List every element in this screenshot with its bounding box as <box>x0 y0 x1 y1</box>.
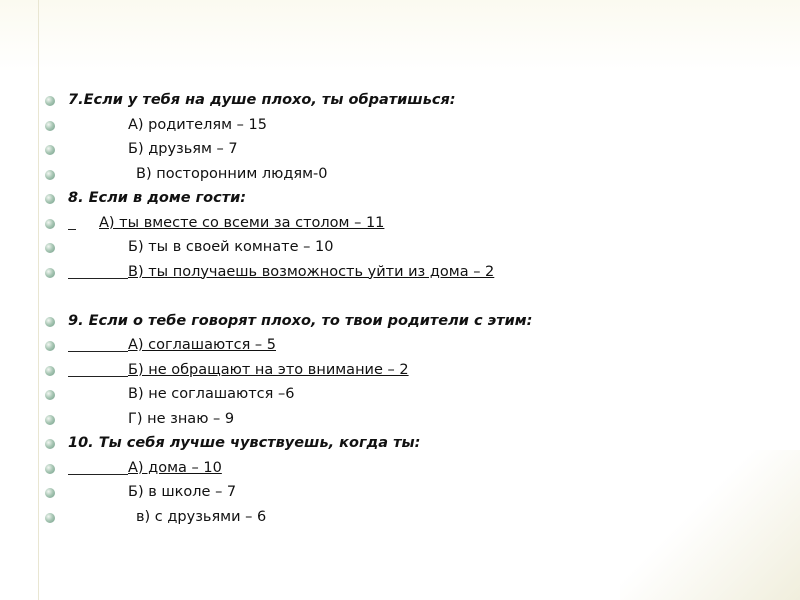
answer-option: в) с друзьями – 6 <box>136 508 267 525</box>
list-item <box>45 333 745 358</box>
list-item <box>45 186 745 211</box>
bullet-icon <box>45 145 55 155</box>
list-item <box>45 382 745 407</box>
question-heading: 8. Если в доме гости: <box>68 190 247 206</box>
bullet-icon <box>45 488 55 498</box>
list-item <box>45 309 745 334</box>
bullet-icon <box>45 170 55 180</box>
question-heading: 10. Ты себя лучше чувствуешь, когда ты: <box>68 435 421 451</box>
answer-option-text: А) соглашаются – 5 <box>128 337 276 353</box>
list-item <box>45 211 745 236</box>
answer-option-text: А) дома – 10 <box>128 459 222 476</box>
list-item <box>45 358 745 383</box>
bullet-icon <box>45 317 55 327</box>
list-item <box>45 260 745 285</box>
answer-option: Г) не знаю – 9 <box>128 410 235 427</box>
slide-border-line <box>38 0 39 600</box>
answer-option: Б) друзьям – 7 <box>128 141 238 157</box>
bullet-icon <box>45 341 55 351</box>
bullet-icon <box>45 513 55 523</box>
bullet-icon <box>45 121 55 131</box>
spacer <box>45 284 745 309</box>
bullet-icon <box>45 439 55 449</box>
answer-option-text: В) ты получаешь возможность уйти из дома – 2 <box>128 263 495 280</box>
answer-option: В) посторонним людям-0 <box>136 165 328 182</box>
list-item <box>45 162 745 187</box>
answer-option: А) родителям – 15 <box>128 116 267 133</box>
list-item <box>45 480 745 505</box>
answer-option-text: Б) не обращают на это внимание – 2 <box>128 361 409 378</box>
answer-option: Б) ты в своей комнате – 10 <box>128 239 334 255</box>
bullet-icon <box>45 268 55 278</box>
bullet-icon <box>45 366 55 376</box>
list-item <box>45 235 745 260</box>
bullet-icon <box>45 464 55 474</box>
list-item <box>45 137 745 162</box>
question-heading: 7.Если у тебя на душе плохо, ты обратишься: <box>68 92 456 108</box>
list-item <box>45 407 745 432</box>
answer-option: Б) в школе – 7 <box>128 484 237 500</box>
list-item <box>45 505 745 530</box>
list-item <box>45 113 745 138</box>
answer-option <box>68 333 276 358</box>
answer-option <box>68 260 494 285</box>
bullet-icon <box>45 243 55 253</box>
bullet-icon <box>45 194 55 204</box>
bullet-icon <box>45 96 55 106</box>
bullet-icon <box>45 415 55 425</box>
answer-option <box>68 358 409 383</box>
survey-results-list <box>45 88 745 529</box>
list-item <box>45 88 745 113</box>
bullet-icon <box>45 219 55 229</box>
list-item <box>45 456 745 481</box>
answer-option-text: А) ты вместе со всеми за столом – 11 <box>99 214 385 231</box>
list-item <box>45 431 745 456</box>
answer-option: В) не соглашаются –6 <box>128 386 295 402</box>
answer-option <box>68 456 222 481</box>
question-heading: 9. Если о тебе говорят плохо, то твои родители с этим: <box>68 312 533 329</box>
answer-option <box>68 211 384 236</box>
bullet-icon <box>45 390 55 400</box>
